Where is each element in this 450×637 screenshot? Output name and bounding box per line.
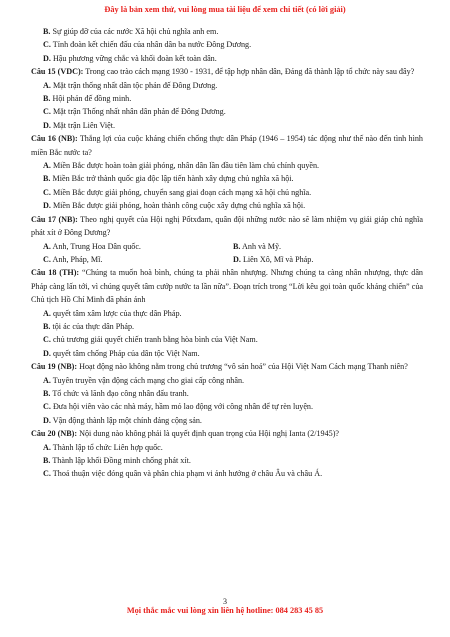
question-number: Câu 18 (TH): <box>31 268 80 278</box>
option-text: Liên Xô, Mĩ và Pháp. <box>240 254 314 264</box>
option-text: Thành lập khối Đồng minh chống phát xít. <box>50 456 191 465</box>
answer-option <box>31 52 423 65</box>
answer-option <box>31 320 423 333</box>
hotline-footer: Mọi thắc mắc vui lòng xin liên hệ hotline: 084 283 45 85 <box>126 606 324 615</box>
option-letter: B. <box>43 27 51 36</box>
question-body: Nội dung nào không phải là quyết định quan trọng của Hội nghị Ianta (2/1945)? <box>77 429 340 439</box>
option-text: Thoả thuận việc đóng quân và phân chia phạm vi ảnh hưởng ở châu Âu và châu Á. <box>50 469 323 479</box>
answer-option <box>31 186 423 199</box>
option-letter: D. <box>43 53 51 63</box>
question-text <box>31 213 423 240</box>
option-text: Anh, Pháp, Mĩ. <box>50 254 103 264</box>
answer-option <box>31 467 423 480</box>
option-letter: D. <box>233 254 241 264</box>
answer-option <box>31 333 423 346</box>
answer-option <box>31 119 423 132</box>
answer-option-pair <box>31 253 423 266</box>
option-letter: B. <box>43 388 51 398</box>
option-text: Miền Bắc trở thành quốc gia độc lập tiến hành xây dựng chủ nghĩa xã hội. <box>50 174 294 184</box>
option-text: quyết tâm chống Pháp của dân tộc Việt Nam. <box>50 348 200 358</box>
answer-option <box>31 38 423 51</box>
option-text: Hội phản đế đồng minh. <box>50 94 132 104</box>
answer-option <box>31 400 423 413</box>
answer-option <box>31 199 423 212</box>
question-number: Câu 20 (NB): <box>31 429 78 439</box>
option-text: Miền Bắc được giải phóng, hoàn thành công cuộc xây dựng chủ nghĩa xã hội. <box>50 201 306 211</box>
option-letter: A. <box>43 80 51 90</box>
option-letter: A. <box>43 241 51 251</box>
option-letter: D. <box>43 201 51 211</box>
exam-content <box>31 25 423 481</box>
question-number: Câu 17 (NB): <box>31 214 78 224</box>
question-body: Theo nghị quyết của Hội nghị Pốtxđam, quân đội những nước nào sẽ làm nhiệm vụ giải giáp chủ nghĩa phát xít ở Đông Dương? <box>31 214 423 238</box>
question-body: Hoạt động nào không nằm trong chủ trương “vô sản hoá” của Hội Việt Nam Cách mạng Thanh niên? <box>77 362 408 372</box>
page-number: 3 <box>223 597 227 606</box>
question-number: Câu 19 (NB): <box>31 362 78 372</box>
option-letter: C. <box>43 335 51 345</box>
answer-option <box>31 92 423 105</box>
option-letter: D. <box>43 415 51 425</box>
answer-option <box>43 253 233 266</box>
option-letter: B. <box>43 456 51 465</box>
answer-option <box>31 105 423 118</box>
option-text: Mặt trận thống nhất dân tộc phản đế Đông Dương. <box>50 80 218 90</box>
option-text: Tỉnh đoàn kết chiến đấu của nhân dân ba nước Đông Dương. <box>50 40 252 50</box>
option-text: Anh, Trung Hoa Dân quốc. <box>50 241 141 251</box>
question-text <box>31 65 423 78</box>
option-letter: C. <box>43 40 51 50</box>
question-number: Câu 15 (VDC): <box>31 67 84 77</box>
answer-option <box>31 79 423 92</box>
option-text: Mặt trận Liên Việt. <box>50 120 116 130</box>
option-letter: C. <box>43 402 51 412</box>
answer-option <box>31 387 423 400</box>
answer-option <box>31 25 423 38</box>
option-text: chủ trương giải quyết chiến tranh bằng hòa bình của Việt Nam. <box>50 335 258 345</box>
option-text: Tuyên truyền vận động cách mạng cho giai cấp công nhân. <box>50 375 245 385</box>
option-letter: A. <box>43 161 51 171</box>
option-letter: C. <box>43 469 51 479</box>
option-letter: A. <box>43 308 51 318</box>
question-number: Câu 16 (NB): <box>31 134 78 144</box>
answer-option <box>31 159 423 172</box>
option-text: Miền Bắc được hoàn toàn giải phóng, nhân dân lần đầu tiên làm chủ chính quyền. <box>50 161 320 171</box>
question-text <box>31 360 423 373</box>
question-text <box>31 427 423 440</box>
question-body: Thắng lợi của cuộc kháng chiến chống thực dân Pháp (1946 – 1954) tác động như thế nào đến tình hình miền Bắc nước ta? <box>31 134 423 157</box>
answer-option <box>31 441 423 454</box>
answer-option <box>31 172 423 185</box>
answer-option <box>43 240 233 253</box>
option-letter: A. <box>43 375 51 385</box>
option-letter: C. <box>43 187 51 197</box>
answer-option <box>31 307 423 320</box>
option-text: quyết tâm xâm lược của thực dân Pháp. <box>50 308 182 318</box>
answer-option <box>31 347 423 360</box>
answer-option <box>233 253 423 266</box>
option-text: Thành lập tổ chức Liên hợp quốc. <box>50 442 163 452</box>
answer-option <box>31 454 423 467</box>
preview-banner: Đây là bản xem thử, vui lòng mua tài liệu để xem chi tiết (có lời giải) <box>104 5 346 14</box>
answer-option-pair <box>31 240 423 253</box>
question-text <box>31 132 423 159</box>
question-body: “Chúng ta muốn hoà bình, chúng ta phải nhân nhượng. Nhưng chúng ta càng nhân nhượng, thực dân Pháp càng lấn tới, vì chúng quyết tâm cướp nước ta lần nữa”. Đoạn trích trong “Lời kêu gọi toàn quốc kháng chiến” của Chủ tịch Hồ Chí Minh đã phản ánh <box>31 268 423 305</box>
option-letter: B. <box>43 321 51 331</box>
option-text: Mặt trận Thống nhất nhân dân phản đế Đông Dương. <box>50 107 226 117</box>
answer-option <box>233 240 423 253</box>
question-text <box>31 266 423 306</box>
option-text: Vận động thành lập một chính đảng cộng sản. <box>50 415 202 425</box>
option-letter: C. <box>43 254 51 264</box>
option-letter: B. <box>43 94 51 104</box>
option-letter: D. <box>43 120 51 130</box>
option-letter: A. <box>43 442 51 452</box>
option-letter: B. <box>43 174 51 184</box>
option-text: Anh và Mỹ. <box>240 241 282 251</box>
option-text: Hậu phương vững chắc và khối đoàn kết toàn dân. <box>50 53 217 63</box>
option-letter: D. <box>43 348 51 358</box>
option-letter: C. <box>43 107 51 117</box>
option-text: tội ác của thực dân Pháp. <box>50 321 135 331</box>
option-letter: B. <box>233 241 241 251</box>
option-text: Tổ chức và lãnh đạo công nhân đấu tranh. <box>50 388 189 398</box>
option-text: Đưa hội viên vào các nhà máy, hầm mỏ lao động với công nhân để tự rèn luyện. <box>50 402 314 412</box>
question-body: Trong cao trào cách mạng 1930 - 1931, để tập hợp nhân dân, Đảng đã thành lập tổ chức này sau đây? <box>83 67 415 77</box>
option-text: Miền Bắc được giải phóng, chuyển sang giai đoạn cách mạng xã hội chủ nghĩa. <box>50 187 312 197</box>
answer-option <box>31 374 423 387</box>
option-text: Sự giúp đỡ của các nước Xã hội chủ nghĩa anh em. <box>50 27 219 36</box>
answer-option <box>31 414 423 427</box>
